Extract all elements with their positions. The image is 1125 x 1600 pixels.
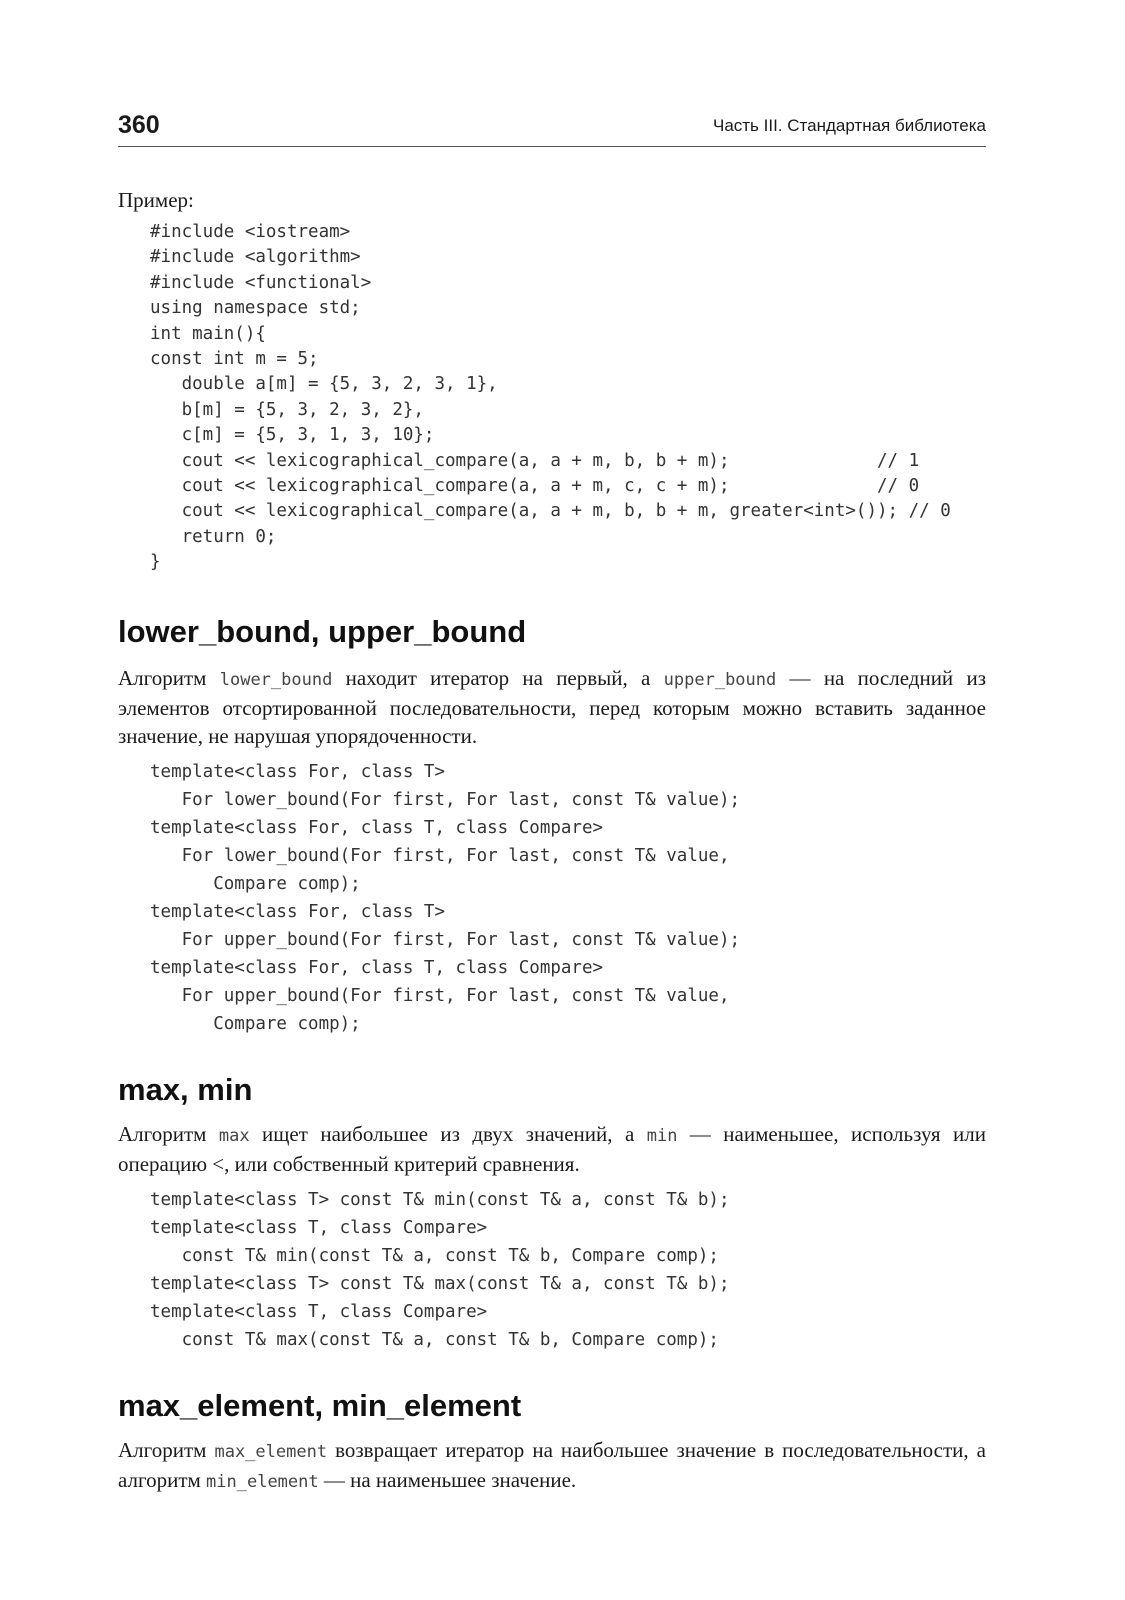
text-run: — на наименьшее значение.: [318, 1468, 577, 1492]
code-line: template<class For, class T>: [150, 902, 446, 922]
code-line: return 0;: [150, 526, 277, 547]
page-header: [118, 108, 986, 147]
section-text-max-min: [118, 1120, 986, 1178]
inline-code: max: [218, 1126, 250, 1146]
example-code-block: [150, 220, 951, 576]
text-run: возвращает итератор на наибольшее значение в последовательности, а алгоритм: [118, 1438, 986, 1492]
section-title-lower-upper-bound: lower_bound, upper_bound: [118, 614, 527, 649]
code-line: Compare comp);: [150, 874, 361, 894]
page-number: 360: [118, 111, 160, 139]
text-run: ищет наибольшее из двух значений, а: [249, 1122, 647, 1146]
inline-code: max_element: [214, 1442, 328, 1462]
code-line: const int m = 5;: [150, 349, 319, 370]
code-line: #include <algorithm>: [150, 247, 361, 268]
lower-upper-bound-code-block: [150, 758, 740, 1038]
code-line: template<class For, class T, class Compare>: [150, 958, 604, 978]
code-line: #include <functional>: [150, 272, 372, 293]
example-label: Пример:: [118, 188, 194, 212]
inline-code: min: [646, 1126, 678, 1146]
code-line: }: [150, 552, 161, 573]
code-line: Compare comp);: [150, 1014, 361, 1034]
text-run: Алгоритм: [118, 1438, 215, 1462]
code-line: template<class T, class Compare>: [150, 1302, 488, 1322]
section-text-lower-upper-bound: [118, 664, 986, 750]
section-title-max-min: max, min: [118, 1072, 253, 1107]
code-line: For lower_bound(For first, For last, const T& value,: [150, 846, 730, 866]
code-line: int main(){: [150, 323, 266, 344]
inline-code: upper_bound: [663, 670, 777, 690]
code-line: For upper_bound(For first, For last, const T& value);: [150, 930, 741, 950]
inline-code: min_element: [206, 1472, 319, 1492]
code-line: template<class T> const T& max(const T& a, const T& b);: [150, 1274, 730, 1294]
code-line: template<class For, class T>: [150, 762, 446, 782]
code-line: For lower_bound(For first, For last, const T& value);: [150, 790, 741, 810]
running-title: Часть III. Стандартная библиотека: [712, 116, 986, 135]
code-line: c[m] = {5, 3, 1, 3, 10};: [150, 425, 435, 446]
code-line: cout << lexicographical_compare(a, a + m, b, b + m); // 1: [150, 450, 920, 471]
code-line: #include <iostream>: [150, 222, 351, 242]
code-line: cout << lexicographical_compare(a, a + m, c, c + m); // 0: [150, 476, 920, 497]
code-line: const T& max(const T& a, const T& b, Compare comp);: [150, 1330, 719, 1350]
code-line: cout << lexicographical_compare(a, a + m, b, b + m, greater<int>()); // 0: [150, 501, 951, 522]
text-run: находит итератор на первый, а: [332, 666, 664, 690]
section-title-max-min-element: max_element, min_element: [118, 1388, 522, 1423]
code-line: template<class T> const T& min(const T& a, const T& b);: [150, 1190, 730, 1210]
code-line: For upper_bound(For first, For last, const T& value,: [150, 986, 730, 1006]
code-line: template<class T, class Compare>: [150, 1218, 488, 1238]
inline-code: lower_bound: [219, 670, 333, 690]
text-run: Алгоритм: [118, 1122, 219, 1146]
text-run: Алгоритм: [118, 666, 220, 690]
max-min-code-block: [150, 1186, 729, 1354]
code-line: b[m] = {5, 3, 2, 3, 2},: [150, 399, 424, 420]
code-line: double a[m] = {5, 3, 2, 3, 1},: [150, 374, 498, 395]
code-line: template<class For, class T, class Compare>: [150, 818, 604, 838]
code-line: using namespace std;: [150, 298, 361, 319]
section-text-max-min-element: [118, 1436, 986, 1496]
text-run: — наименьшее, используя или операцию <, или собственный критерий сравнения.: [118, 1122, 986, 1176]
text-run: — на последний из элементов отсортированной последовательности, перед которым можно вставить заданное значение, не нарушая упорядоченности.: [118, 666, 986, 748]
code-line: const T& min(const T& a, const T& b, Compare comp);: [150, 1246, 719, 1266]
